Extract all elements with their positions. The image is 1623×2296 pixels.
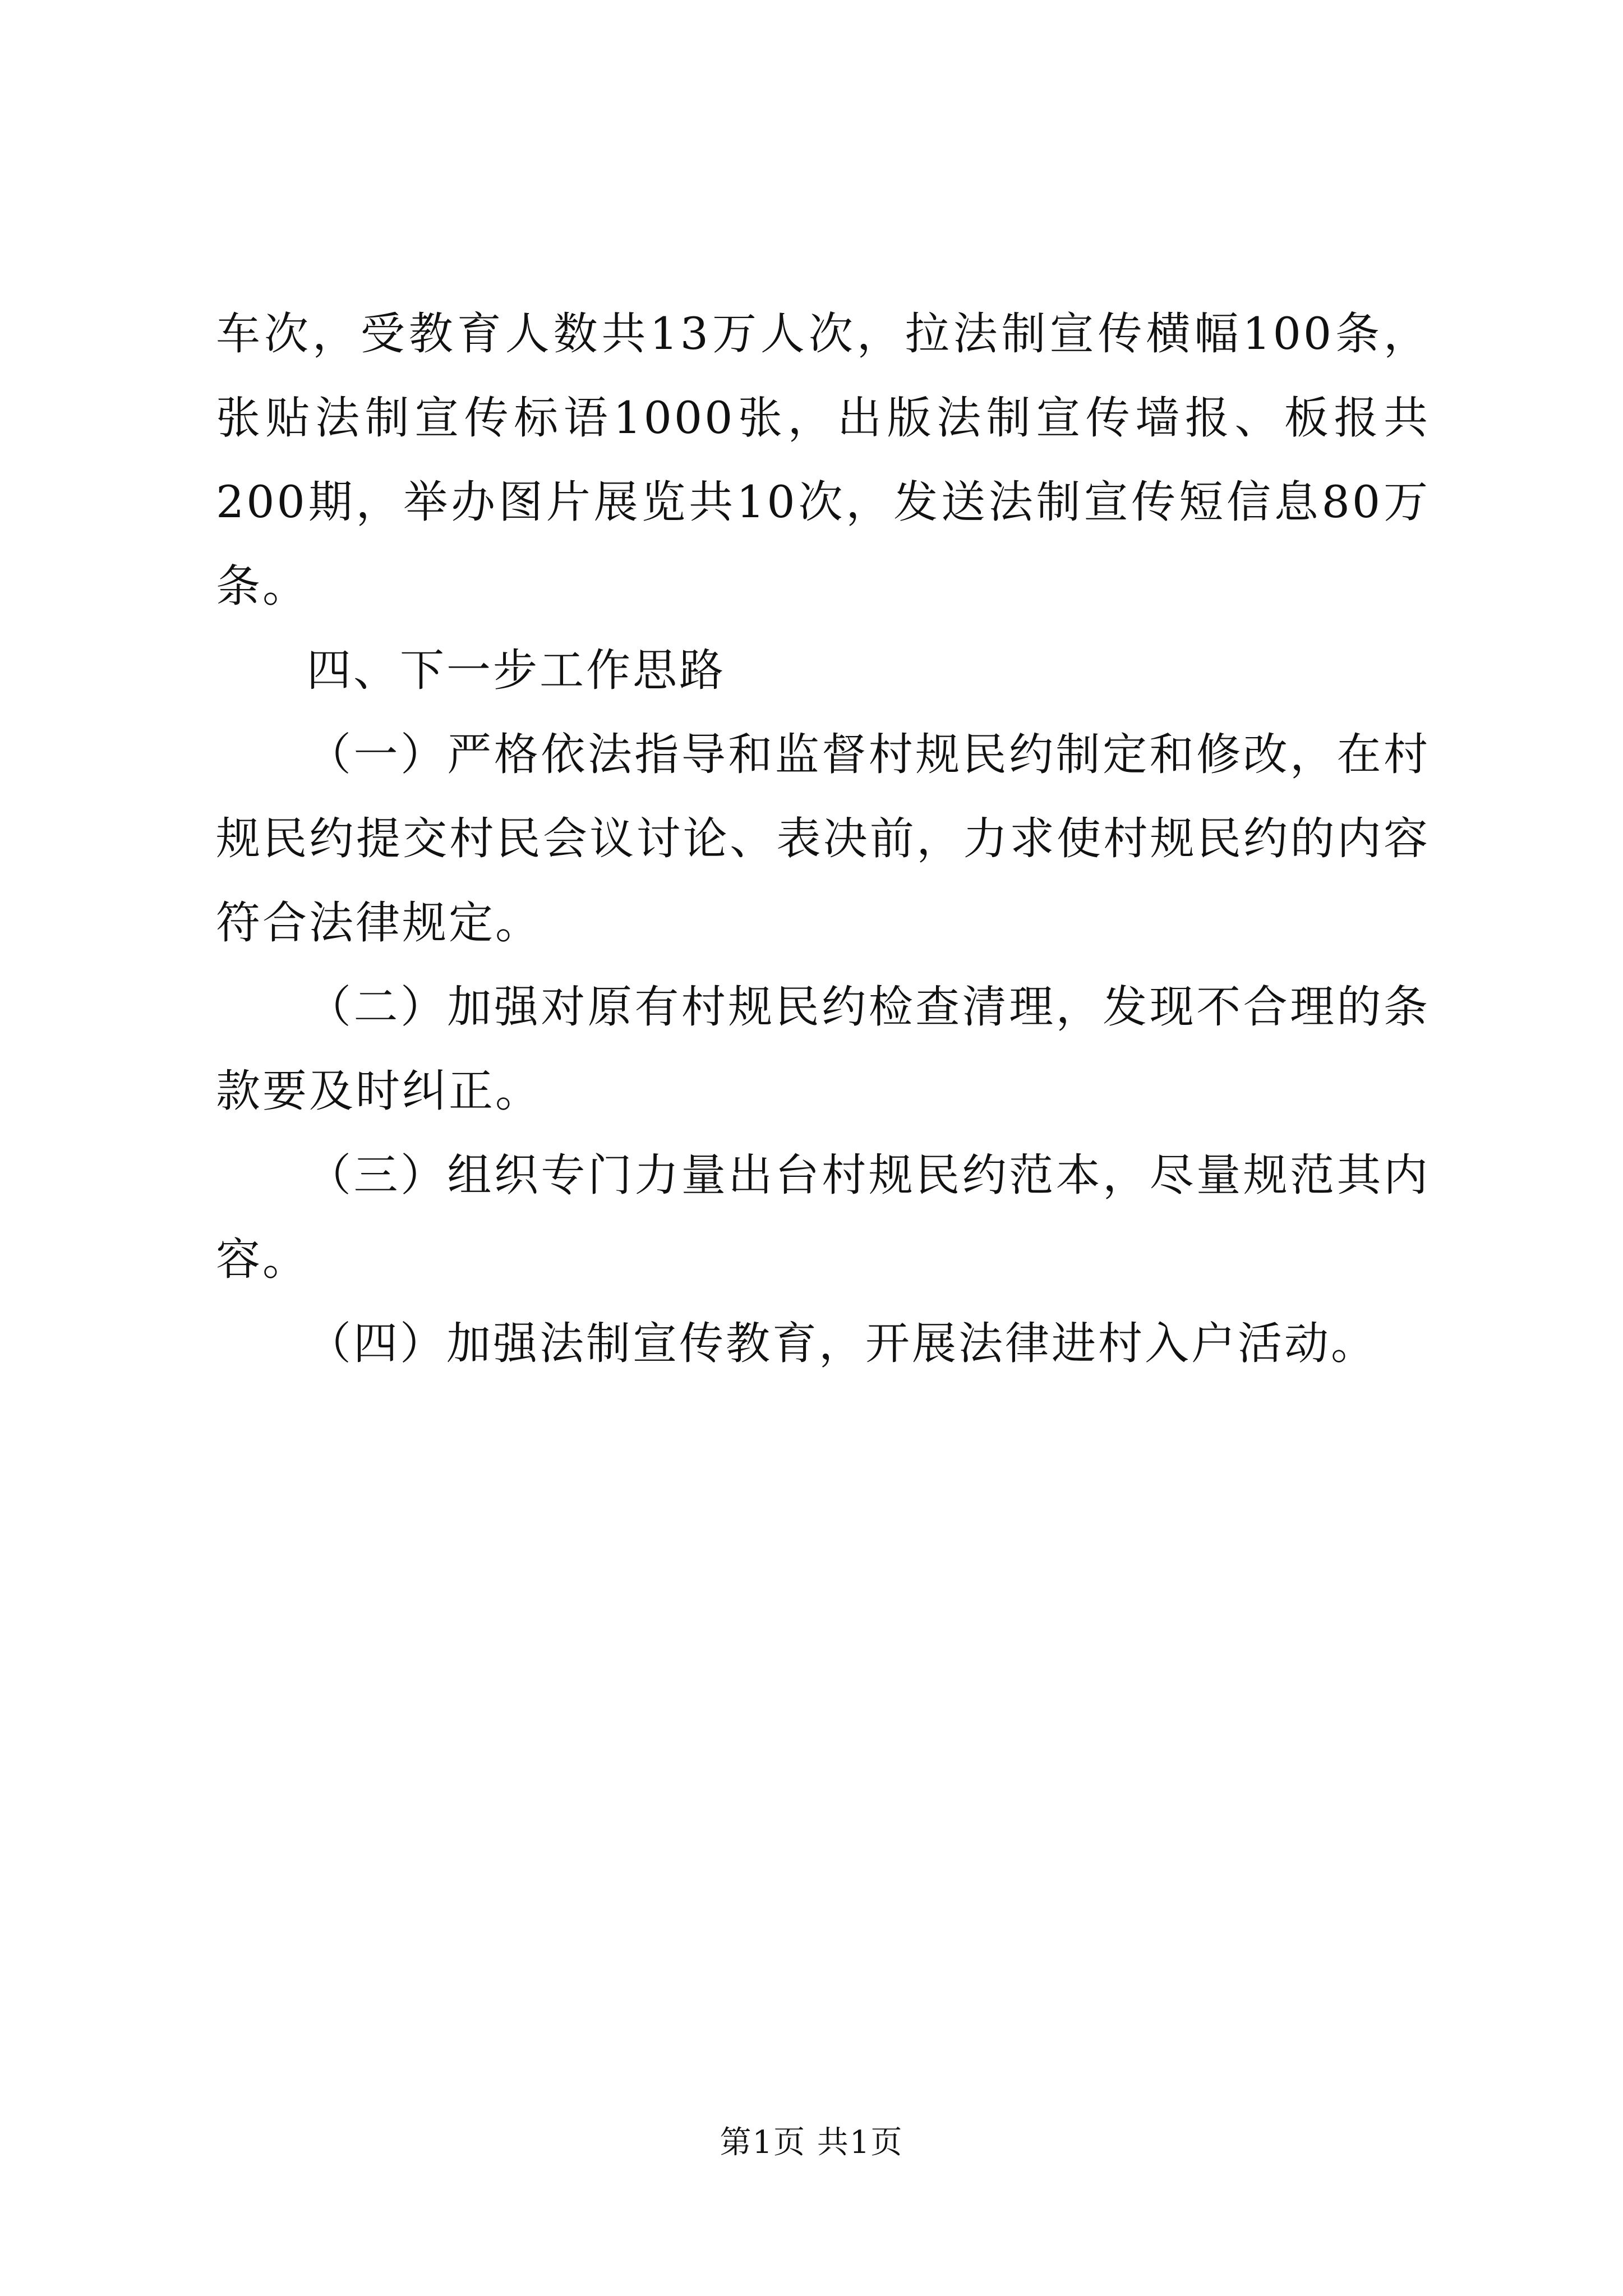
paragraph-item-1: （一）严格依法指导和监督村规民约制定和修改，在村规民约提交村民会议讨论、表决前，力求使村规民约的内容符合法律规定。: [216, 729, 1430, 949]
document-body: [216, 292, 1430, 1386]
page-footer: 第1页 共1页: [720, 2124, 903, 2161]
section-heading: 四、下一步工作思路: [307, 645, 726, 696]
paragraph-continuation: 车次，受教育人数共13万人次，拉法制宣传横幅100条，张贴法制宣传标语1000张，出版法制宣传墙报、板报共200期，举办图片展览共10次，发送法制宣传短信息80万条。: [216, 308, 1430, 612]
paragraph-item-2: （二）加强对原有村规民约检查清理，发现不合理的条款要及时纠正。: [216, 981, 1430, 1117]
paragraph-item-3: （三）组织专门力量出台村规民约范本，尽量规范其内容。: [216, 1149, 1430, 1285]
paragraph-item-4: （四）加强法制宣传教育，开展法律进村入户活动。: [307, 1318, 1377, 1369]
